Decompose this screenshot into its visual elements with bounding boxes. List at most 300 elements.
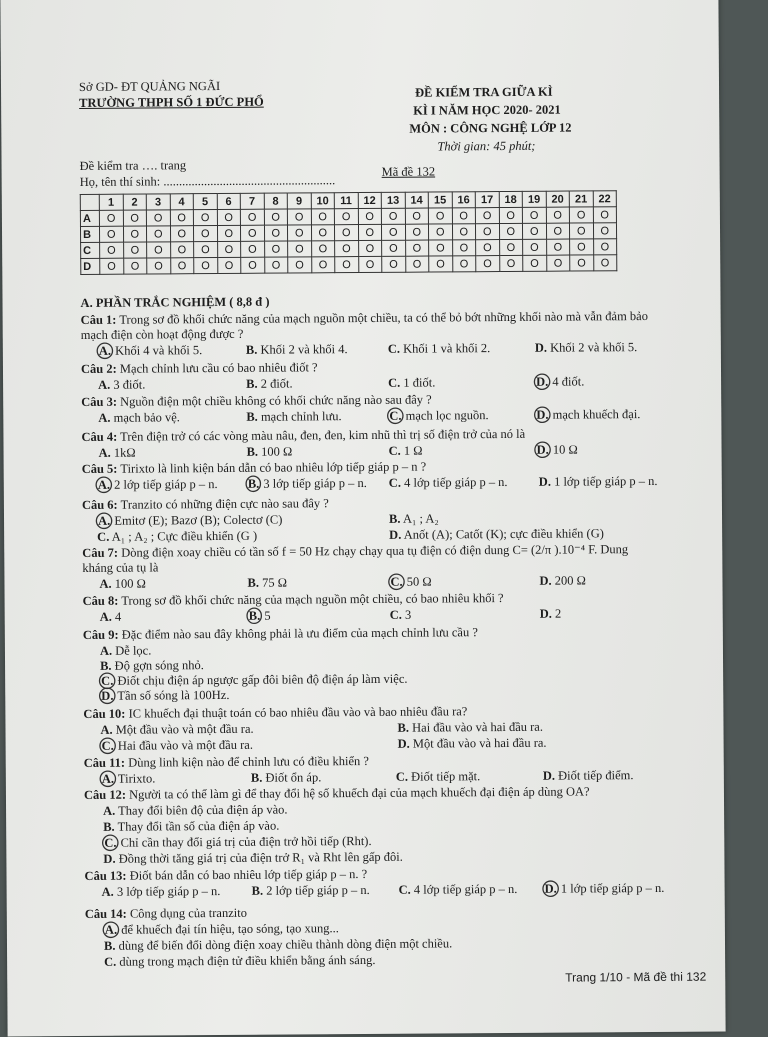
answer-bubble[interactable]: O [194,242,218,258]
answer-bubble[interactable]: O [429,240,453,256]
question-13-option-a [102,884,221,899]
circled-option-letter: A. [101,771,115,786]
answer-bubble[interactable]: O [405,240,429,256]
option-text: dùng để biến đổi dòng điện xoay chiều thành dòng điện một chiều. [118,936,453,953]
answer-bubble[interactable]: O [217,209,241,225]
circled-option-letter: D. [101,688,114,703]
option-letter: B. [246,376,258,391]
option-letter: C. [388,443,401,458]
answer-bubble[interactable]: O [99,210,123,226]
question-2-option-d [535,374,584,388]
option-text: 75 Ω [262,575,288,590]
question-4-text [81,427,525,444]
answer-bubble[interactable]: O [170,258,194,274]
grid-column-number: 10 [311,193,335,209]
answer-bubble[interactable]: O [264,257,288,273]
answer-bubble[interactable]: O [381,208,405,224]
circled-option-letter: A. [98,343,112,358]
option-text: mạch chỉnh lưu. [260,409,342,424]
answer-bubble[interactable]: O [334,209,358,225]
answer-bubble[interactable]: O [311,241,335,257]
answer-bubble[interactable]: O [593,239,617,255]
answer-bubble[interactable]: O [523,255,547,271]
grid-column-number: 18 [499,191,523,207]
answer-bubble[interactable]: O [146,226,170,242]
answer-bubble[interactable]: O [287,209,311,225]
circled-option-letter: A. [104,922,118,937]
answer-bubble[interactable]: O [217,241,241,257]
question-line: Công dụng của tranzito [129,905,247,921]
option-text: 3 lớp tiếp giáp p – n. [116,884,221,899]
option-text: 4 [114,609,122,624]
option-text: Khối 2 và khối 5. [550,340,638,355]
option-letter: B. [388,511,401,526]
option-text: Độ gợn sóng nhỏ. [114,658,204,673]
question-3-option-c [388,408,488,423]
answer-bubble[interactable]: O [123,226,147,242]
question-line: Người ta có thể làm gì để thay đổi hệ số khuếch đại của mạch khuếch đại điện áp dùng OA? [129,784,590,802]
circled-option-letter: A. [97,513,111,528]
option-letter: C. [389,607,402,622]
question-3-option-d [535,407,640,422]
question-10-option-b [397,720,543,735]
answer-bubble[interactable]: O [546,223,570,239]
question-11-text [84,754,369,770]
question-11-option-a [101,771,156,785]
option-letter: B. [103,819,115,834]
answer-bubble[interactable]: O [499,207,523,223]
option-text: Một đầu vào và một đầu ra. [115,721,254,737]
answer-bubble[interactable]: O [241,257,265,273]
question-6-option-d [389,526,604,541]
answer-bubble[interactable]: O [193,210,217,226]
answer-bubble[interactable]: O [100,258,124,274]
answer-bubble[interactable]: O [452,256,476,272]
option-text: Điốt tiếp mặt. [411,769,481,784]
answer-bubble[interactable]: O [170,226,194,242]
question-12-text [84,784,590,802]
answer-grid [80,190,618,275]
question-line: Điốt bán dẫn có bao nhiêu lớp tiếp giáp p – n. ? [129,866,368,883]
circled-option-letter: D. [536,374,549,389]
option-text: 2 điốt. [260,376,293,391]
question-1-option-c [388,341,491,356]
question-1-option-a [98,343,203,358]
answer-bubble[interactable]: O [382,256,406,272]
question-3-option-b [246,409,341,424]
option-text: 100 Ω [114,576,146,591]
option-letter: A. [100,722,113,737]
answer-bubble[interactable]: O [593,255,617,271]
question-10-option-d [398,736,547,751]
grid-column-number: 20 [546,191,570,207]
grid-column-number: 6 [217,193,241,209]
grid-column-number: 11 [334,193,358,209]
circled-option-letter: C. [104,835,117,850]
option-letter: C. [387,341,401,356]
question-line: Mạch chỉnh lưu cầu có bao nhiêu điốt ? [119,360,318,376]
answer-bubble[interactable]: O [240,225,264,241]
answer-bubble[interactable]: O [452,224,476,240]
question-4-option-c [389,444,423,458]
question-label: Câu 2: [80,361,117,376]
question-8-option-b [248,609,271,623]
question-4-option-b [247,444,293,458]
question-line: Trên điện trở có các vòng màu nâu, đen, đen, kim nhũ thì trị số điện trở của nó là [120,426,526,444]
answer-bubble[interactable]: O [170,242,194,258]
circled-option-letter: D. [536,442,549,457]
question-14-option-b [104,936,452,952]
question-9-option-c [100,672,407,688]
answer-bubble[interactable]: O [311,225,335,241]
answer-bubble[interactable]: O [193,226,217,242]
question-line: Tirixto là linh kiện bán dẫn có bao nhiêu lớp tiếp giáp p – n ? [120,459,427,476]
option-text: Điốt chịu điện áp ngược gấp đôi biên độ điện áp làm việc. [117,671,408,688]
question-label: Câu 14: [84,906,127,921]
option-text: Điốt ổn áp. [265,770,322,785]
option-letter: B. [251,883,264,898]
answer-bubble[interactable]: O [358,208,382,224]
page-count: Đề kiểm tra …. trang [79,158,187,173]
answer-bubble[interactable]: O [569,207,593,223]
answer-bubble[interactable]: O [452,208,476,224]
option-text: 200 Ω [554,573,586,588]
question-12-option-a [103,803,288,818]
question-11-option-d [543,768,634,783]
answer-bubble[interactable]: O [311,257,335,273]
answer-bubble[interactable]: O [475,224,499,240]
question-13-option-d [544,881,665,896]
grid-column-number: 3 [146,194,170,210]
question-label: Câu 10: [83,706,126,721]
option-text: 2 lớp tiếp giáp p – n. [114,477,218,492]
option-text: 3 điốt. [113,377,146,392]
grid-column-number: 17 [475,192,499,208]
question-8-option-c [390,608,412,622]
option-text: 2 lớp tiếp giáp p – n. [266,882,370,898]
question-13-option-b [252,883,370,898]
answer-bubble[interactable]: O [569,223,593,239]
question-14-text [85,906,247,921]
question-label: Câu 4: [81,429,118,444]
option-text: Hai đầu vào và hai đầu ra. [412,719,543,735]
option-letter: B. [250,770,263,785]
option-letter: D. [538,474,551,489]
option-text: A₁ ; A₂ [402,511,439,526]
answer-bubble[interactable]: O [147,242,171,258]
question-line: IC khuếch đại thuật toán có bao nhiêu đầu vào và bao nhiêu đầu ra? [128,704,468,721]
option-letter: A. [98,445,111,460]
option-letter: C. [395,769,409,784]
answer-bubble[interactable]: O [593,207,617,223]
option-letter: B. [103,938,116,953]
answer-bubble[interactable]: O [476,256,500,272]
grid-column-number: 16 [452,192,476,208]
option-text: để khuếch đại tín hiệu, tạo sóng, tạo xung... [121,921,339,937]
question-9-option-d [100,688,229,703]
question-line: Nguồn điện một chiều không có khối chức năng nào sau đây ? [120,392,432,409]
answer-bubble[interactable]: O [358,240,382,256]
option-letter: A. [98,377,111,392]
answer-bubble[interactable]: O [100,242,124,258]
option-letter: A. [99,576,112,591]
option-text: 4 lớp tiếp giáp p – n. [404,474,508,490]
exam-duration: Thời gian: 45 phút; [437,138,536,154]
answer-bubble[interactable]: O [522,207,546,223]
option-text: mạch khuếch đại. [552,407,641,422]
answer-bubble[interactable]: O [170,210,194,226]
answer-bubble[interactable]: O [499,255,523,271]
option-text: 2 [554,606,562,621]
question-5-option-c [389,475,508,490]
answer-bubble[interactable]: O [476,240,500,256]
answer-bubble[interactable]: O [522,223,546,239]
answer-bubble[interactable]: O [428,208,452,224]
option-text: Dễ lọc. [115,643,152,658]
question-13-option-c [399,882,518,897]
question-12-option-c [103,834,371,850]
answer-bubble[interactable]: O [499,239,523,255]
question-line: Đặc điểm nào sau đây không phải là ưu điểm của mạch chỉnh lưu cầu ? [121,625,478,642]
circled-option-letter: D. [536,407,549,422]
circled-option-letter: B. [247,476,260,491]
option-letter: B. [246,409,258,424]
answer-bubble[interactable]: O [499,223,523,239]
option-letter: B. [100,658,112,673]
grid-row-letter: B [80,226,99,242]
question-8-text [83,591,504,608]
option-text: 1 Ω [403,443,423,458]
grid-column-number: 22 [593,191,617,207]
option-letter: D. [103,851,116,866]
option-text: 100 Ω [261,444,293,459]
option-text: dùng trong mạch điện tử điều khiển bằng ánh sáng. [119,952,376,969]
option-letter: D. [539,606,552,621]
question-13-text [84,867,367,883]
option-letter: A. [99,609,112,624]
answer-bubble[interactable]: O [123,242,147,258]
answer-bubble[interactable]: O [217,225,241,241]
question-3-text [81,393,432,409]
option-letter: B. [247,575,259,590]
page-footer: Trang 1/10 - Mã đề thi 132 [565,969,707,985]
question-14-option-a [104,921,339,937]
option-letter: C. [97,529,110,544]
answer-bubble[interactable]: O [99,226,123,242]
question-line: Trong sơ đồ khối chức năng của mạch nguồn một chiều, ta có thể bỏ bớt những khối nào mà vẫn đảm bảo [119,309,649,327]
answer-bubble[interactable]: O [147,258,171,274]
question-label: Câu 5: [81,461,118,476]
question-9-text [83,625,478,642]
option-text: Khối 4 và khối 5. [115,343,203,358]
question-5-text [82,460,427,476]
grid-column-number: 9 [287,193,311,209]
question-7-option-c [389,575,431,589]
answer-bubble[interactable]: O [241,241,265,257]
answer-bubble[interactable]: O [123,258,147,274]
option-text: Anốt (A); Catốt (K); cực điều khiển (G) [403,526,604,542]
option-text: 1kΩ [113,445,136,460]
circled-option-letter: B. [248,608,261,623]
option-letter: A. [98,410,111,425]
question-11-option-b [251,770,322,784]
answer-bubble[interactable]: O [475,208,499,224]
option-text: 1 điốt. [403,375,436,390]
option-text: 3 [404,607,412,622]
answer-bubble[interactable]: O [358,256,382,272]
question-7-option-b [247,576,287,590]
circled-option-letter: C. [101,738,114,753]
question-12-option-b [103,819,279,834]
question-1-option-b [246,342,348,357]
question-2-option-b [246,376,293,390]
answer-bubble[interactable]: O [335,257,359,273]
section-title: A. PHẦN TRẮC NGHIỆM ( 8,8 đ ) [80,294,270,310]
grid-column-number: 2 [123,194,147,210]
option-text: 4 điốt. [552,374,585,389]
question-8-option-d [540,607,562,621]
question-2-text [81,360,318,376]
answer-bubble[interactable]: O [570,255,594,271]
answer-bubble[interactable]: O [405,208,429,224]
question-11-option-c [396,769,480,784]
option-letter: D. [534,340,548,355]
answer-bubble[interactable]: O [146,210,170,226]
grid-column-number: 21 [569,191,593,207]
answer-bubble[interactable]: O [335,241,359,257]
grid-column-number: 4 [170,194,194,210]
question-10-option-c [101,738,253,753]
question-label: Câu 11: [83,755,126,770]
answer-bubble[interactable]: O [264,241,288,257]
answer-bubble[interactable]: O [523,239,547,255]
grid-column-number: 5 [193,194,217,210]
exam-code: Mã đề 132 [381,164,436,179]
option-text: Khối 2 và khối 4. [260,342,348,357]
question-7-option-d [539,573,586,587]
question-7-option-a [99,577,146,591]
answer-bubble[interactable]: O [334,225,358,241]
grid-row-letter: A [80,210,99,226]
option-text: A₁ ; A₂ ; Cực điều khiển (G ) [111,528,258,544]
answer-bubble[interactable]: O [452,240,476,256]
option-letter: A. [103,803,116,818]
question-9-option-b [100,658,204,673]
exam-subject: MÔN : CÔNG NGHỆ LỚP 12 [409,120,572,136]
option-text: Đồng thời tăng giá trị của điện trở R₁ và Rht lên gấp đôi. [118,849,403,866]
question-line: Dòng điện xoay chiều có tần số f = 50 Hz chạy chạy qua tụ điện có điện dung C= (2/π ).10⁻⁴ F. Dung [121,542,629,560]
department: Sở GD- ĐT QUẢNG NGÃI [78,78,221,94]
option-text: Tirixto. [117,771,156,786]
grid-column-number: 15 [428,192,452,208]
answer-bubble[interactable]: O [240,209,264,225]
answer-bubble[interactable]: O [405,224,429,240]
question-label: Câu 6: [81,497,118,512]
option-text: Thay đổi biên độ của điện áp vào. [118,802,288,818]
question-10-option-a [100,722,253,737]
answer-bubble[interactable]: O [593,223,617,239]
circled-option-letter: C. [390,574,403,589]
option-letter: B. [397,720,410,735]
answer-bubble[interactable]: O [428,224,452,240]
answer-bubble[interactable]: O [287,225,311,241]
answer-bubble[interactable]: O [546,255,570,271]
option-text: mạch lọc nguồn. [405,408,489,423]
answer-bubble[interactable]: O [123,210,147,226]
question-1-text [81,327,244,342]
option-letter: C. [388,475,401,490]
option-text: 4 lớp tiếp giáp p – n. [413,881,518,897]
answer-bubble[interactable]: O [546,207,570,223]
option-letter: D. [539,573,552,588]
question-6-option-a [97,513,282,528]
option-letter: B. [246,444,259,459]
answer-bubble[interactable]: O [264,209,288,225]
option-text: Hai đầu vào và một đầu ra. [117,737,253,753]
school-name: TRƯỜNG THPH SỐ 1 ĐỨC PHỔ [79,94,264,110]
option-letter: A. [99,643,113,658]
grid-row-letter: C [81,242,100,258]
question-7-text [82,542,628,560]
question-label: Câu 12: [83,787,127,802]
grid-column-number: 19 [522,191,546,207]
exam-title: ĐỀ KIỂM TRA GIỮA KÌ [415,84,553,100]
question-1-text [81,309,648,327]
option-letter: D. [397,736,410,751]
question-2-option-c [388,375,435,389]
grid-row-d [81,255,617,275]
question-label: Câu 8: [82,593,119,608]
answer-bubble[interactable]: O [546,239,570,255]
answer-bubble[interactable]: O [358,224,382,240]
question-5-option-d [539,474,658,489]
grid-column-number: 12 [358,192,382,208]
student-name-field: Họ, tên thí sinh: ....................................................... [79,173,336,189]
answer-bubble[interactable]: O [217,257,241,273]
question-12-option-d [103,850,403,866]
answer-bubble[interactable]: O [405,256,429,272]
option-letter: D. [389,527,402,542]
question-6-option-c [97,529,257,544]
option-text: Thay đổi tần số của điện áp vào. [117,818,280,834]
question-label: Câu 9: [82,627,119,642]
circled-option-letter: C. [101,673,114,688]
answer-bubble[interactable]: O [288,257,312,273]
question-1-option-d [535,340,638,355]
option-text: 10 Ω [552,442,578,457]
option-letter: D. [542,768,556,783]
answer-bubble[interactable]: O [570,239,594,255]
question-7-text [82,560,158,575]
option-letter: C. [104,954,117,969]
option-text: Tần số sóng là 100Hz. [117,687,230,703]
circled-option-letter: D. [544,881,557,896]
question-line: kháng của tụ là [82,560,159,575]
question-label: Câu 1: [80,312,117,327]
answer-bubble[interactable]: O [264,225,288,241]
answer-bubble[interactable]: O [288,241,312,257]
circled-option-letter: C. [389,408,402,423]
answer-bubble[interactable]: O [381,224,405,240]
answer-bubble[interactable]: O [382,240,406,256]
answer-bubble[interactable]: O [311,209,335,225]
option-letter: C. [388,375,401,390]
grid-column-number: 13 [381,192,405,208]
answer-bubble[interactable]: O [429,256,453,272]
grid-column-number: 7 [240,193,264,209]
answer-bubble[interactable]: O [194,258,218,274]
option-text: Emitơ (E); Bazơ (B); Colectơ (C) [114,512,283,528]
